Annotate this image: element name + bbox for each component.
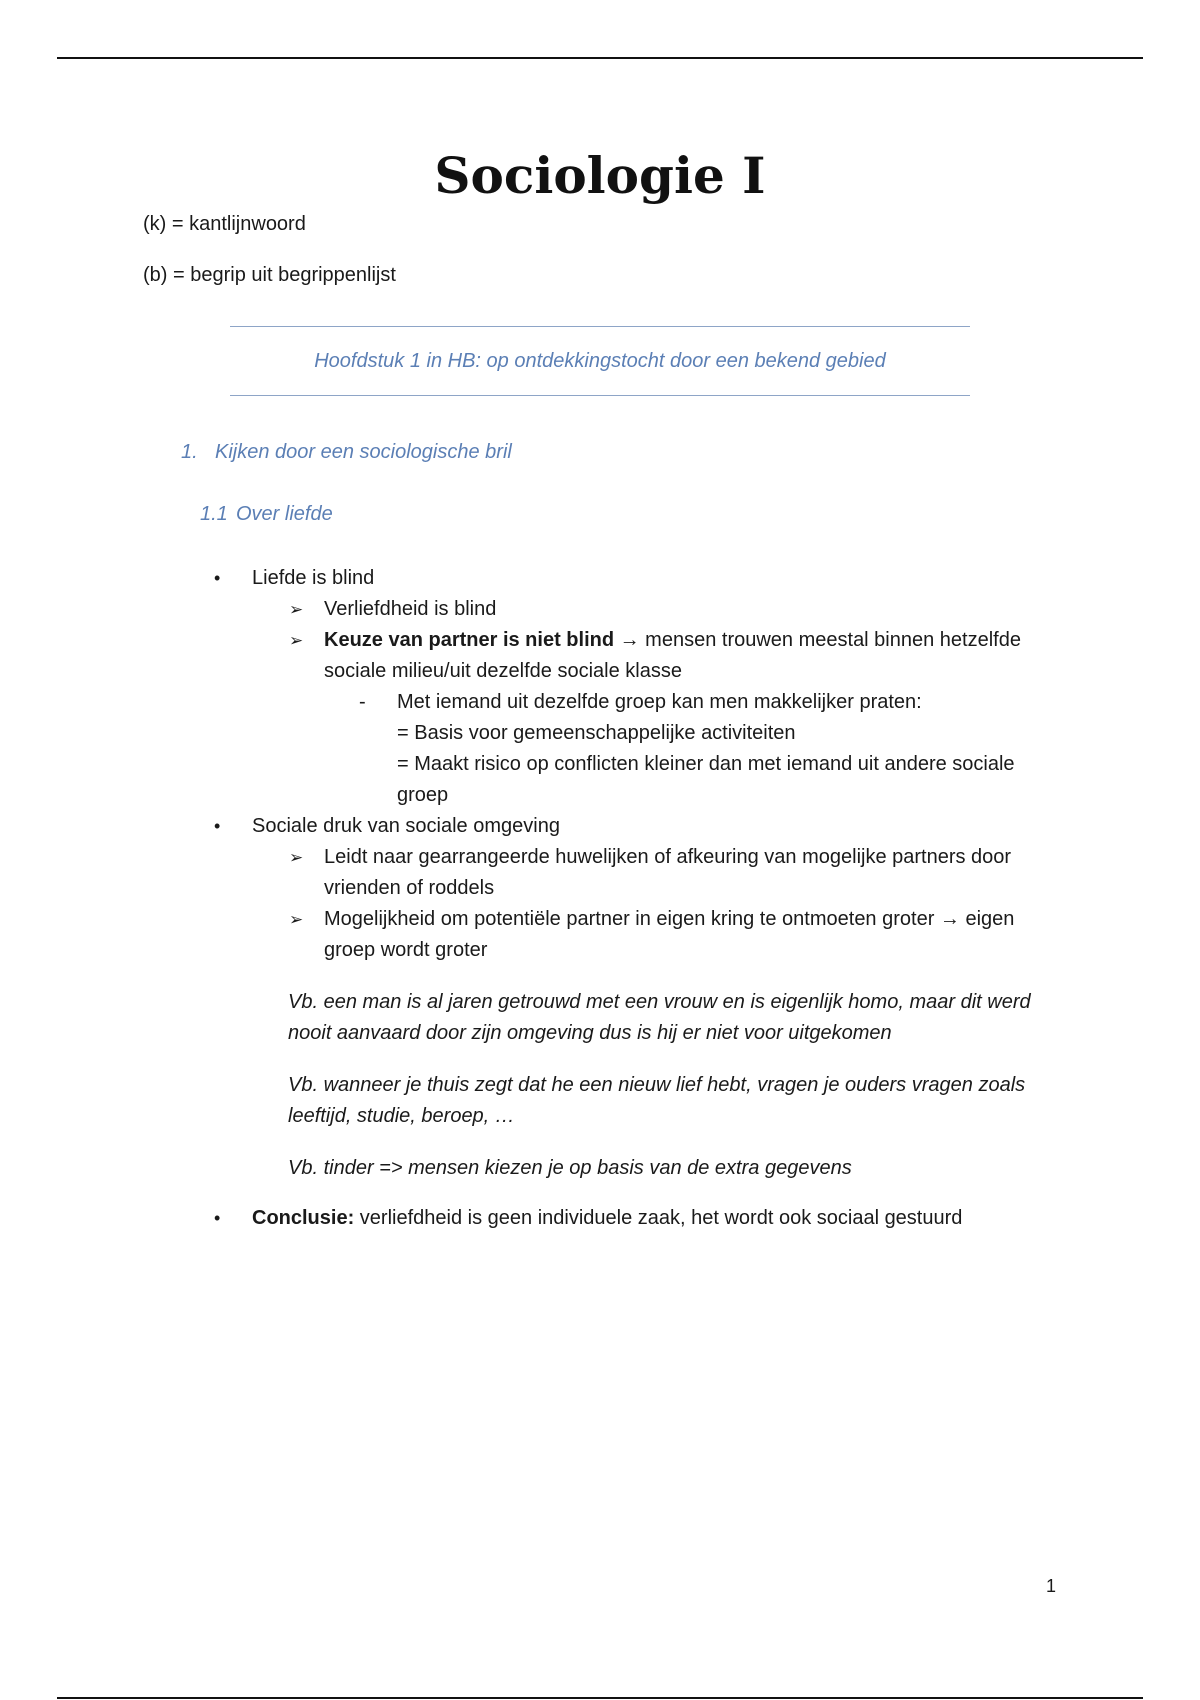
right-arrow-icon: → <box>619 629 640 651</box>
list-item-text: Sociale druk van sociale omgeving <box>252 815 560 837</box>
document-title: Sociologie I <box>434 146 766 205</box>
list-item <box>0 1203 1200 1234</box>
example-text: nooit aanvaard door zijn omgeving dus is hij er niet voor uitgekomen <box>288 1022 892 1044</box>
bullet-marker: • <box>214 1208 221 1228</box>
list-item-continuation <box>0 873 1200 904</box>
list-item <box>0 904 1200 935</box>
list-item-text: Liefde is blind <box>252 567 375 589</box>
example-text: Vb. tinder => mensen kiezen je op basis van de extra gegevens <box>288 1157 852 1179</box>
list-item-text: mensen trouwen meestal binnen hetzelfde <box>639 629 1021 651</box>
subsection-heading <box>200 501 333 527</box>
section-number: 1. <box>181 441 198 463</box>
example-text: leeftijd, studie, beroep, … <box>288 1105 515 1127</box>
list-item <box>0 842 1200 873</box>
arrow-bullet-marker: ➢ <box>289 910 304 929</box>
list-item-text: = Basis voor gemeenschappelijke activiteiten <box>397 722 796 744</box>
list-item-text: sociale milieu/uit dezelfde sociale klasse <box>324 660 682 682</box>
list-item-text: groep wordt groter <box>324 939 488 961</box>
list-item-bold-text: Keuze van partner is niet blind <box>324 629 615 651</box>
list-item-bold-text: Conclusie: <box>252 1207 355 1229</box>
list-item-text: verliefdheid is geen individuele zaak, het wordt ook sociaal gestuurd <box>354 1207 963 1229</box>
list-item <box>0 811 1200 842</box>
spacer <box>0 1049 1200 1070</box>
list-item-text: = Maakt risico op conflicten kleiner dan met iemand uit andere sociale <box>397 753 1015 775</box>
list-item-continuation <box>0 718 1200 749</box>
bullet-marker: • <box>214 816 221 836</box>
dash-marker: - <box>359 691 366 713</box>
list-item-text: vrienden of roddels <box>324 877 495 899</box>
section-title: Kijken door een sociologische bril <box>215 441 512 463</box>
bullet-marker: • <box>214 568 221 588</box>
list-item-text: Mogelijkheid om potentiële partner in eigen kring te ontmoeten groter <box>324 908 940 930</box>
list-item-continuation <box>0 656 1200 687</box>
chapter-heading: Hoofdstuk 1 in HB: op ontdekkingstocht door een bekend gebied <box>314 349 886 372</box>
spacer <box>0 1132 1200 1153</box>
list-item-text: eigen <box>959 908 1015 930</box>
right-arrow-icon: → <box>939 908 960 930</box>
list-item-continuation <box>0 780 1200 811</box>
bullet-content <box>0 563 1200 1234</box>
example-text: Vb. een man is al jaren getrouwd met een vrouw en is eigenlijk homo, maar dit werd <box>288 991 1031 1013</box>
list-item-text: Leidt naar gearrangeerde huwelijken of afkeuring van mogelijke partners door <box>324 846 1012 868</box>
subsection-number: 1.1 <box>200 503 228 525</box>
spacer <box>0 966 1200 987</box>
list-item-continuation <box>0 749 1200 780</box>
list-item <box>0 625 1200 656</box>
subsection-title: Over liefde <box>236 503 333 525</box>
list-item <box>0 563 1200 594</box>
list-item-continuation <box>0 935 1200 966</box>
chapter-heading-box <box>230 326 970 396</box>
legend-kantlijnwoord: (k) = kantlijnwoord <box>143 213 306 235</box>
list-item-text: Verliefdheid is blind <box>324 598 497 620</box>
list-item-text: groep <box>397 784 449 806</box>
arrow-bullet-marker: ➢ <box>289 631 304 650</box>
page-number: 1 <box>1046 1576 1057 1596</box>
arrow-bullet-marker: ➢ <box>289 848 304 867</box>
spacer <box>0 1184 1200 1203</box>
section-heading <box>181 439 512 465</box>
bottom-rule <box>57 1697 1143 1699</box>
example-text: Vb. wanneer je thuis zegt dat he een nieuw lief hebt, vragen je ouders vragen zoals <box>288 1074 1026 1096</box>
list-item <box>0 594 1200 625</box>
list-item-text: Met iemand uit dezelfde groep kan men makkelijker praten: <box>397 691 922 713</box>
arrow-bullet-marker: ➢ <box>289 600 304 619</box>
top-rule <box>57 57 1143 59</box>
legend-begrip: (b) = begrip uit begrippenlijst <box>143 264 396 286</box>
list-item <box>0 687 1200 718</box>
